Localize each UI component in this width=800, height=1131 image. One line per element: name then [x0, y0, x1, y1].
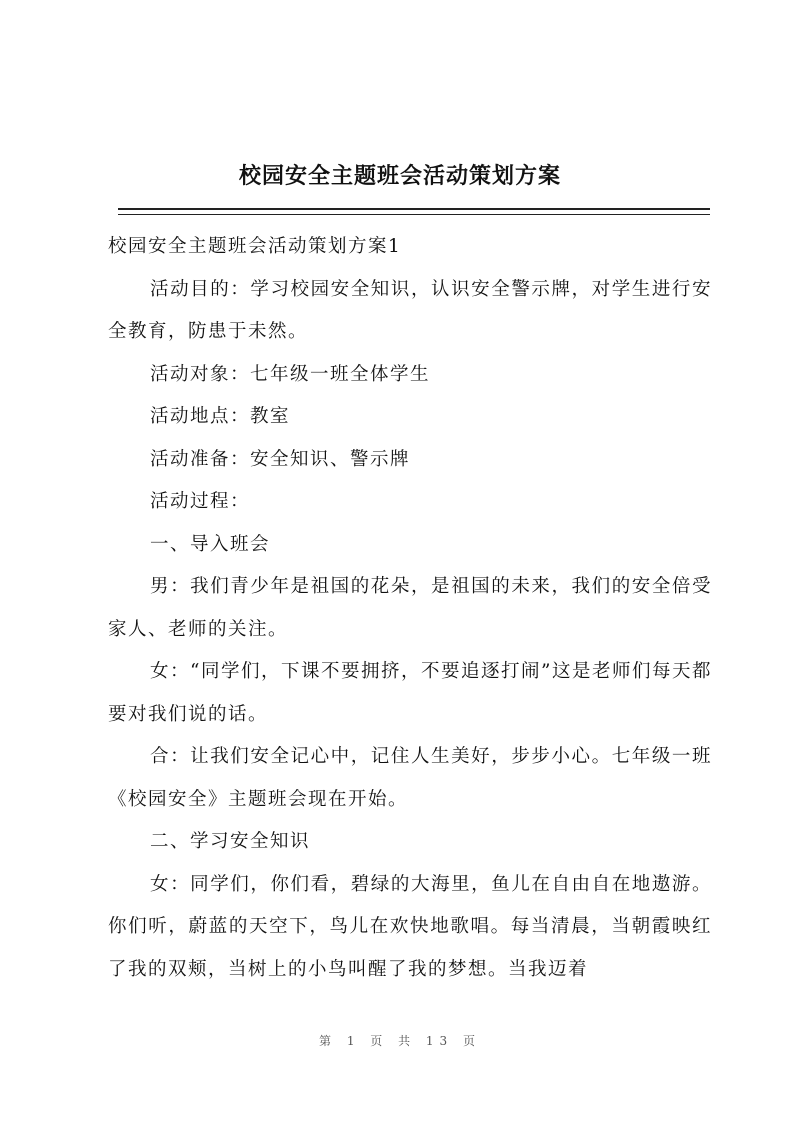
paragraph: 合：让我们安全记心中，记住人生美好，步步小心。七年级一班《校园安全》主题班会现在开始。 [108, 746, 712, 810]
section-heading: 校园安全主题班会活动策划方案1 [108, 236, 402, 257]
paragraph: 活动对象：七年级一班全体学生 [150, 363, 431, 385]
page-number-footer: 第 1 页 共 13 页 [319, 1034, 481, 1048]
paragraph: 男：我们青少年是祖国的花朵，是祖国的未来，我们的安全倍受家人、老师的关注。 [108, 576, 712, 640]
paragraph: 活动目的：学习校园安全知识，认识安全警示牌，对学生进行安全教育，防患于未然。 [108, 278, 712, 342]
paragraph: 女：同学们，你们看，碧绿的大海里，鱼儿在自由自在地遨游。你们听，蔚蓝的天空下，鸟儿在欢快地歌唱。每当清晨，当朝霞映红了我的双颊，当树上的小鸟叫醒了我的梦想。当我迈着 [108, 873, 712, 980]
document-body [108, 226, 712, 991]
paragraph: 活动过程： [150, 491, 251, 512]
paragraph: 活动地点：教室 [150, 406, 291, 427]
paragraph: 女：“同学们，下课不要拥挤，不要追逐打闹”这是老师们每天都要对我们说的话。 [108, 661, 712, 725]
title-rule-thick [118, 208, 710, 210]
paragraph: 活动准备：安全知识、警示牌 [150, 448, 411, 470]
paragraph: 一、导入班会 [150, 533, 271, 555]
document-title: 校园安全主题班会活动策划方案 [238, 164, 561, 189]
title-rule-thin [118, 214, 710, 215]
paragraph: 二、学习安全知识 [150, 831, 311, 852]
